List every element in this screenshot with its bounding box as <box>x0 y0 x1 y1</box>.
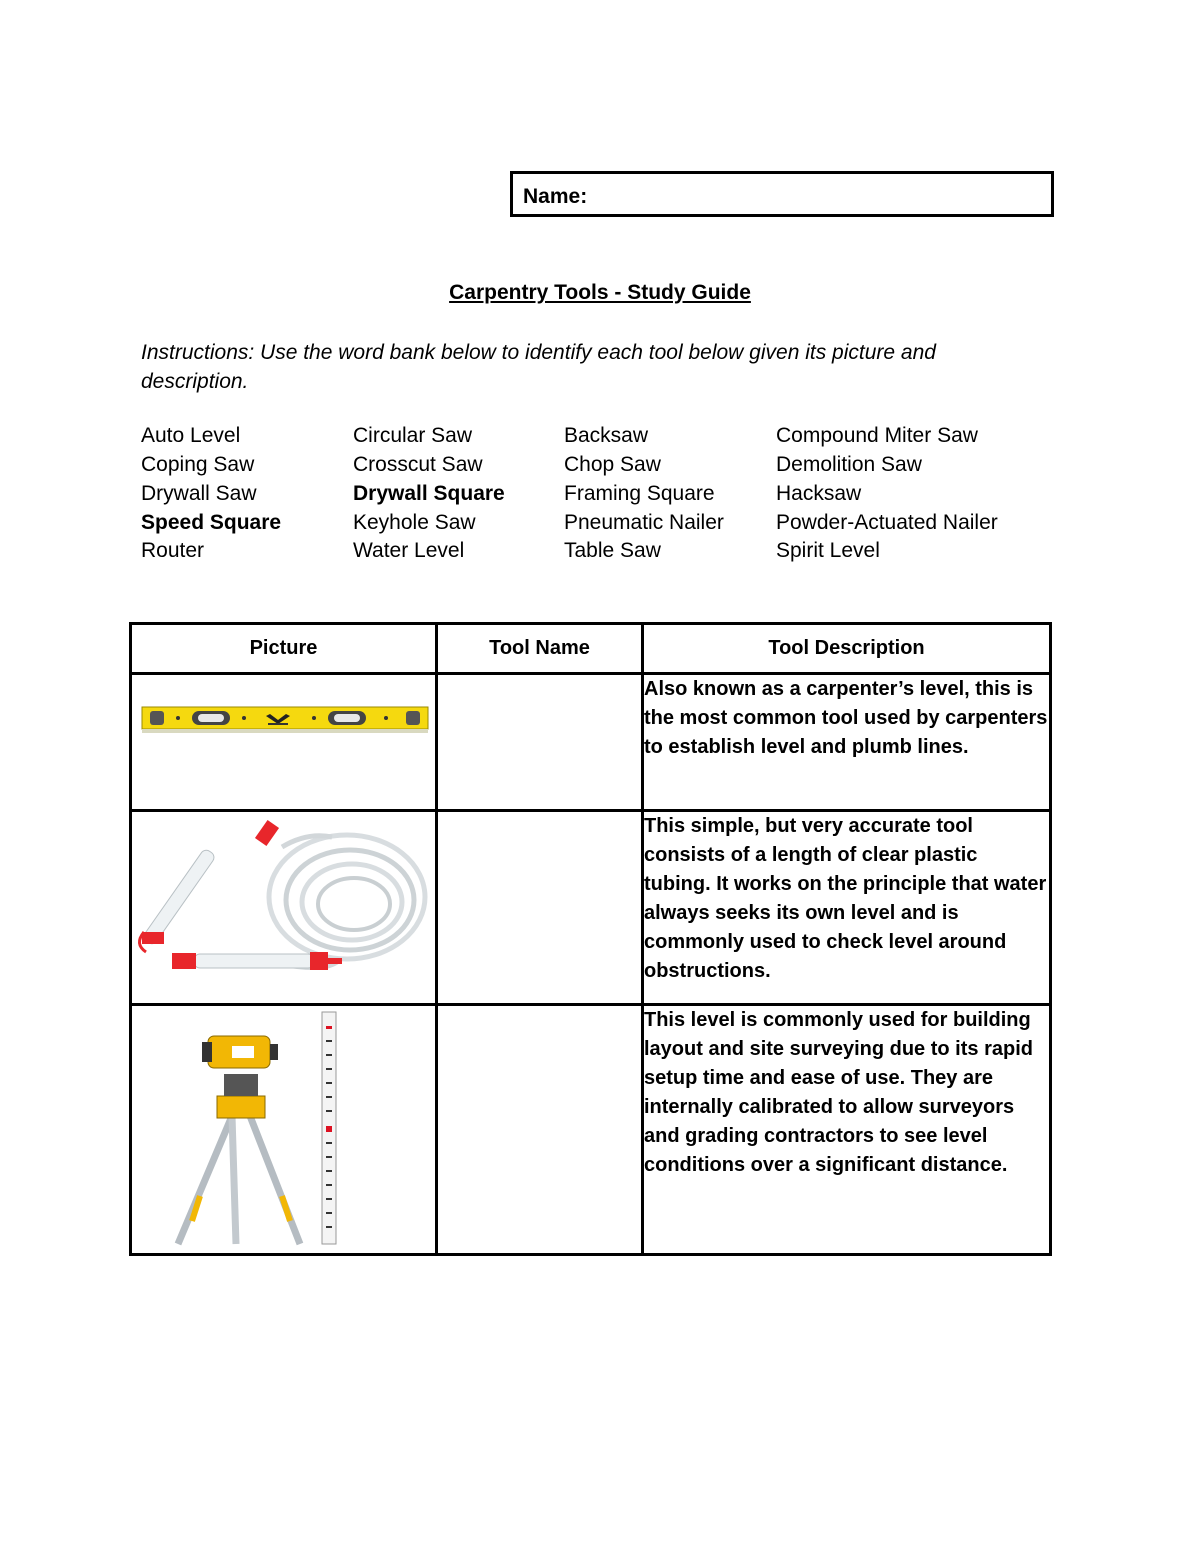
word-bank-item: Keyhole Saw <box>353 511 476 534</box>
word-bank-item: Circular Saw <box>353 424 473 447</box>
table-row <box>131 1005 1051 1255</box>
picture-cell <box>131 1005 437 1255</box>
description-cell: Also known as a carpenter’s level, this is the most common tool used by carpenters to establish level and plumb lines. <box>643 674 1051 811</box>
description-cell: This simple, but very accurate tool consists of a length of clear plastic tubing. It works on the principle that water always seeks its own level and is commonly used to check level around obstructions. <box>643 811 1051 1005</box>
word-bank-item: Crosscut Saw <box>353 453 483 476</box>
word-bank-item: Backsaw <box>564 424 649 447</box>
table-row <box>131 811 1051 1005</box>
name-field[interactable] <box>510 171 1054 217</box>
name-label: Name: <box>523 185 588 208</box>
table-row <box>131 674 1051 811</box>
tool-name-cell[interactable] <box>437 674 643 811</box>
spirit-level-image <box>132 675 432 806</box>
word-bank-item: Drywall Saw <box>141 482 257 505</box>
word-bank-item: Framing Square <box>564 482 715 505</box>
page-title: Carpentry Tools - Study Guide <box>449 281 751 304</box>
header-description: Tool Description <box>643 624 1051 674</box>
description-cell: This level is commonly used for building layout and site surveying due to its rapid setup time and ease of use. They are internally calibrated to allow surveyors and grading contractors to see level conditions over a significant distance. <box>643 1005 1051 1255</box>
word-bank-item: Spirit Level <box>776 539 880 562</box>
word-bank-item: Router <box>141 539 205 562</box>
header-picture: Picture <box>131 624 437 674</box>
word-bank-item: Pneumatic Nailer <box>564 511 724 534</box>
word-bank-item: Auto Level <box>141 424 241 447</box>
water-level-image <box>132 812 432 1000</box>
word-bank-item: Water Level <box>353 539 465 562</box>
instructions: Instructions: Use the word bank below to identify each tool below given its picture and description. <box>141 341 936 393</box>
word-bank-item: Hacksaw <box>776 482 862 505</box>
picture-cell <box>131 674 437 811</box>
tool-name-cell[interactable] <box>437 1005 643 1255</box>
word-bank-item: Compound Miter Saw <box>776 424 978 447</box>
word-bank-item: Table Saw <box>564 539 661 562</box>
table-header-row <box>131 624 1051 674</box>
word-bank-item: Drywall Square <box>353 482 505 505</box>
picture-cell <box>131 811 437 1005</box>
tool-name-cell[interactable] <box>437 811 643 1005</box>
word-bank-item: Chop Saw <box>564 453 661 476</box>
word-bank-item: Powder-Actuated Nailer <box>776 511 998 534</box>
word-bank-item: Demolition Saw <box>776 453 922 476</box>
tools-table <box>129 622 1052 1256</box>
auto-level-image <box>132 1006 432 1250</box>
word-bank-item: Speed Square <box>141 511 282 534</box>
header-tool-name: Tool Name <box>437 624 643 674</box>
word-bank-item: Coping Saw <box>141 453 255 476</box>
